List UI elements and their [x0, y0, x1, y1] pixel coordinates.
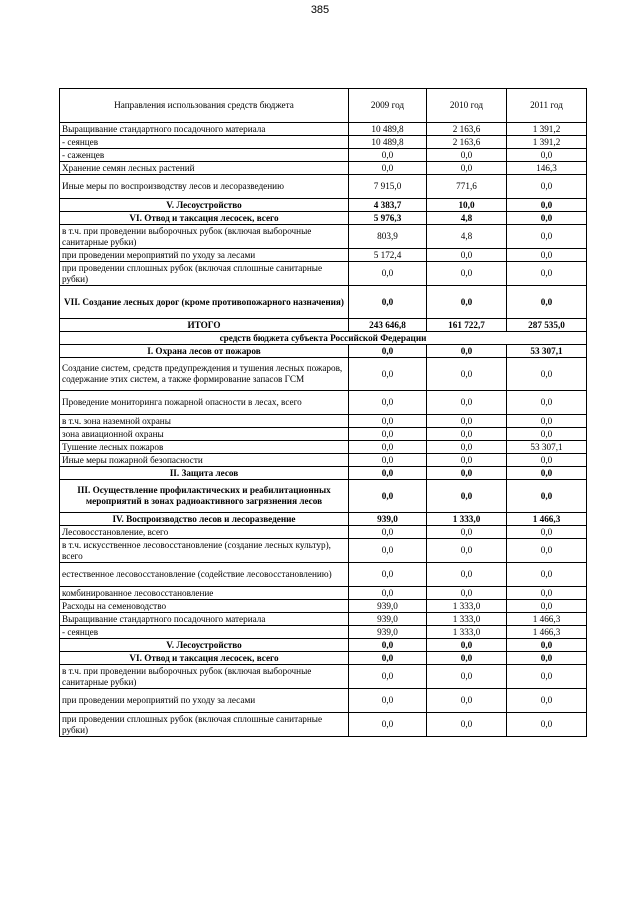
table-row [60, 249, 587, 262]
table-row [60, 428, 587, 441]
row-label: IV. Воспроизводство лесов и лесоразведение [60, 513, 349, 526]
value-2011: 0,0 [507, 454, 587, 467]
row-label: VI. Отвод и таксация лесосек, всего [60, 652, 349, 665]
budget-table [59, 88, 587, 737]
table-row [60, 441, 587, 454]
row-label: Выращивание стандартного посадочного материала [60, 613, 349, 626]
value-2010: 0,0 [427, 587, 507, 600]
table-row [60, 587, 587, 600]
table-row [60, 513, 587, 526]
value-2011: 0,0 [507, 212, 587, 225]
table-row [60, 626, 587, 639]
value-2010: 0,0 [427, 454, 507, 467]
row-label: Тушение лесных пожаров [60, 441, 349, 454]
value-2011: 146,3 [507, 162, 587, 175]
value-2011: 0,0 [507, 149, 587, 162]
value-2009: 0,0 [349, 689, 427, 713]
value-2011: 1 466,3 [507, 613, 587, 626]
value-2010: 0,0 [427, 665, 507, 689]
value-2009: 0,0 [349, 665, 427, 689]
value-2009: 243 646,8 [349, 319, 427, 332]
value-2011: 53 307,1 [507, 345, 587, 358]
value-2009: 939,0 [349, 626, 427, 639]
table-row [60, 332, 587, 345]
value-2011: 0,0 [507, 286, 587, 319]
value-2009: 0,0 [349, 391, 427, 415]
value-2010: 4,8 [427, 225, 507, 249]
row-label: при проведении мероприятий по уходу за лесами [60, 249, 349, 262]
table-row [60, 467, 587, 480]
value-2010: 0,0 [427, 428, 507, 441]
table-row [60, 136, 587, 149]
value-2010: 0,0 [427, 149, 507, 162]
table-row [60, 613, 587, 626]
value-2010: 1 333,0 [427, 626, 507, 639]
table-row [60, 415, 587, 428]
value-2009: 0,0 [349, 563, 427, 587]
value-2009: 7 915,0 [349, 175, 427, 199]
value-2010: 0,0 [427, 415, 507, 428]
value-2010: 10,0 [427, 199, 507, 212]
table-row [60, 149, 587, 162]
row-label: Хранение семян лесных растений [60, 162, 349, 175]
value-2010: 0,0 [427, 689, 507, 713]
value-2010: 0,0 [427, 639, 507, 652]
value-2010: 0,0 [427, 526, 507, 539]
value-2009: 0,0 [349, 262, 427, 286]
table-row [60, 286, 587, 319]
row-label: в т.ч. при проведении выборочных рубок (включая выборочные санитарные рубки) [60, 665, 349, 689]
row-label: Проведение мониторинга пожарной опасности в лесах, всего [60, 391, 349, 415]
value-2010: 0,0 [427, 345, 507, 358]
value-2010: 0,0 [427, 441, 507, 454]
value-2010: 0,0 [427, 539, 507, 563]
table-row [60, 319, 587, 332]
table-row [60, 162, 587, 175]
row-label: в т.ч. зона наземной охраны [60, 415, 349, 428]
row-label: - сеянцев [60, 626, 349, 639]
value-2009: 939,0 [349, 613, 427, 626]
row-label: в т.ч. искусственное лесовосстановление (создание лесных культур), всего [60, 539, 349, 563]
value-2011: 0,0 [507, 249, 587, 262]
table-row [60, 262, 587, 286]
value-2011: 0,0 [507, 563, 587, 587]
row-label: I. Охрана лесов от пожаров [60, 345, 349, 358]
value-2009: 0,0 [349, 652, 427, 665]
table-row [60, 123, 587, 136]
header-year-2009: 2009 год [349, 89, 427, 123]
value-2009: 0,0 [349, 149, 427, 162]
row-label: зона авиационной охраны [60, 428, 349, 441]
value-2011: 0,0 [507, 262, 587, 286]
row-label: при проведении мероприятий по уходу за лесами [60, 689, 349, 713]
value-2010: 0,0 [427, 262, 507, 286]
value-2011: 0,0 [507, 480, 587, 513]
value-2010: 1 333,0 [427, 513, 507, 526]
value-2009: 0,0 [349, 415, 427, 428]
value-2009: 803,9 [349, 225, 427, 249]
page-number: 385 [310, 4, 330, 16]
row-label: Иные меры по воспроизводству лесов и лесоразведению [60, 175, 349, 199]
value-2010: 2 163,6 [427, 123, 507, 136]
row-label: средств бюджета субъекта Российской Федерации [60, 332, 587, 345]
row-label: V. Лесоустройство [60, 199, 349, 212]
value-2011: 0,0 [507, 652, 587, 665]
value-2011: 0,0 [507, 225, 587, 249]
row-label: III. Осуществление профилактических и реабилитационных мероприятий в зонах радиоактивного загрязнения лесов [60, 480, 349, 513]
value-2009: 0,0 [349, 539, 427, 563]
value-2009: 0,0 [349, 713, 427, 737]
table-row [60, 713, 587, 737]
value-2011: 0,0 [507, 526, 587, 539]
value-2011: 0,0 [507, 175, 587, 199]
value-2011: 0,0 [507, 415, 587, 428]
value-2010: 0,0 [427, 286, 507, 319]
row-label: в т.ч. при проведении выборочных рубок (включая выборочные санитарные рубки) [60, 225, 349, 249]
value-2009: 0,0 [349, 358, 427, 391]
value-2011: 1 466,3 [507, 513, 587, 526]
value-2009: 0,0 [349, 441, 427, 454]
row-label: VI. Отвод и таксация лесосек, всего [60, 212, 349, 225]
value-2010: 161 722,7 [427, 319, 507, 332]
value-2011: 0,0 [507, 689, 587, 713]
row-label: V. Лесоустройство [60, 639, 349, 652]
row-label: Создание систем, средств предупреждения и тушения лесных пожаров, содержание этих систем, а также формирование запасов ГСМ [60, 358, 349, 391]
value-2011: 0,0 [507, 391, 587, 415]
header-year-2011: 2011 год [507, 89, 587, 123]
value-2009: 10 489,8 [349, 123, 427, 136]
value-2010: 0,0 [427, 358, 507, 391]
value-2011: 0,0 [507, 199, 587, 212]
table-row [60, 600, 587, 613]
table-row [60, 199, 587, 212]
value-2009: 0,0 [349, 286, 427, 319]
value-2011: 0,0 [507, 587, 587, 600]
value-2010: 0,0 [427, 563, 507, 587]
value-2011: 0,0 [507, 467, 587, 480]
value-2009: 0,0 [349, 639, 427, 652]
table-row [60, 665, 587, 689]
table-row [60, 639, 587, 652]
value-2010: 0,0 [427, 467, 507, 480]
row-label: - сеянцев [60, 136, 349, 149]
value-2009: 10 489,8 [349, 136, 427, 149]
row-label: II. Защита лесов [60, 467, 349, 480]
row-label: Лесовосстановление, всего [60, 526, 349, 539]
row-label: VII. Создание лесных дорог (кроме противопожарного назначения) [60, 286, 349, 319]
value-2010: 4,8 [427, 212, 507, 225]
header-direction: Направления использования средств бюджета [60, 89, 349, 123]
value-2011: 0,0 [507, 600, 587, 613]
value-2011: 0,0 [507, 358, 587, 391]
value-2009: 5 172,4 [349, 249, 427, 262]
value-2009: 5 976,3 [349, 212, 427, 225]
value-2009: 939,0 [349, 513, 427, 526]
row-label: Выращивание стандартного посадочного материала [60, 123, 349, 136]
value-2011: 287 535,0 [507, 319, 587, 332]
value-2011: 0,0 [507, 428, 587, 441]
value-2009: 4 383,7 [349, 199, 427, 212]
table-row [60, 652, 587, 665]
row-label: Расходы на семеноводство [60, 600, 349, 613]
value-2009: 0,0 [349, 345, 427, 358]
value-2011: 1 391,2 [507, 123, 587, 136]
value-2009: 0,0 [349, 480, 427, 513]
value-2011: 1 466,3 [507, 626, 587, 639]
value-2010: 0,0 [427, 480, 507, 513]
table-row [60, 358, 587, 391]
value-2009: 939,0 [349, 600, 427, 613]
table-row [60, 526, 587, 539]
value-2010: 0,0 [427, 162, 507, 175]
row-label: комбинированное лесовосстановление [60, 587, 349, 600]
table-row [60, 391, 587, 415]
table-row [60, 480, 587, 513]
table-row [60, 175, 587, 199]
value-2010: 0,0 [427, 391, 507, 415]
table-row [60, 345, 587, 358]
header-year-2010: 2010 год [427, 89, 507, 123]
value-2011: 1 391,2 [507, 136, 587, 149]
table-row [60, 539, 587, 563]
row-label: - саженцев [60, 149, 349, 162]
value-2011: 0,0 [507, 713, 587, 737]
value-2009: 0,0 [349, 454, 427, 467]
value-2010: 0,0 [427, 249, 507, 262]
value-2009: 0,0 [349, 428, 427, 441]
value-2009: 0,0 [349, 587, 427, 600]
table-row [60, 563, 587, 587]
row-label: при проведении сплошных рубок (включая сплошные санитарные рубки) [60, 713, 349, 737]
table-row [60, 454, 587, 467]
value-2009: 0,0 [349, 467, 427, 480]
value-2011: 53 307,1 [507, 441, 587, 454]
value-2010: 0,0 [427, 652, 507, 665]
value-2010: 1 333,0 [427, 600, 507, 613]
value-2010: 771,6 [427, 175, 507, 199]
table-row [60, 225, 587, 249]
value-2011: 0,0 [507, 539, 587, 563]
value-2011: 0,0 [507, 665, 587, 689]
row-label: при проведении сплошных рубок (включая сплошные санитарные рубки) [60, 262, 349, 286]
table-row [60, 212, 587, 225]
table-row [60, 689, 587, 713]
value-2010: 2 163,6 [427, 136, 507, 149]
table-header-row [60, 89, 587, 123]
row-label: ИТОГО [60, 319, 349, 332]
value-2009: 0,0 [349, 526, 427, 539]
value-2010: 1 333,0 [427, 613, 507, 626]
value-2009: 0,0 [349, 162, 427, 175]
value-2010: 0,0 [427, 713, 507, 737]
value-2011: 0,0 [507, 639, 587, 652]
row-label: естественное лесовосстановление (содействие лесовосстановлению) [60, 563, 349, 587]
row-label: Иные меры пожарной безопасности [60, 454, 349, 467]
